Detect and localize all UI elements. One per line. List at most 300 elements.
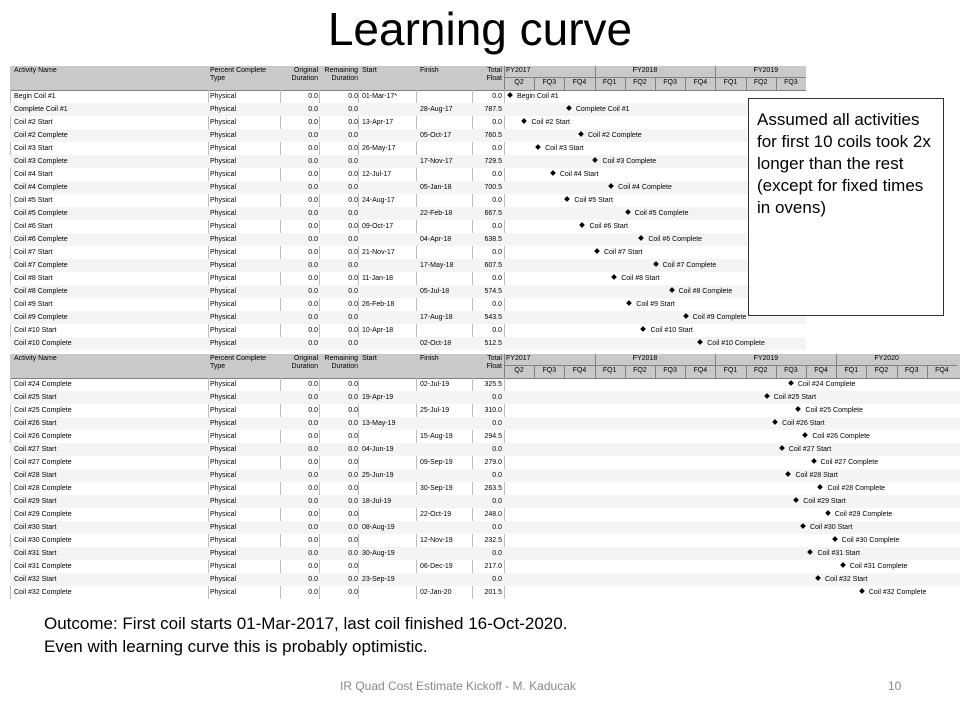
milestone-diamond-icon: [764, 393, 770, 399]
milestone: [522, 116, 570, 129]
table-row: [10, 391, 960, 404]
cell-name: Coil #4 Complete: [14, 184, 68, 191]
milestone-diamond-icon: [608, 183, 614, 189]
cell-name: Coil #31 Start: [14, 550, 57, 557]
cell-finish: 30-Sep-19: [420, 485, 453, 492]
cell-finish: 05-Oct-17: [420, 132, 452, 139]
cell-finish: 17-Nov-17: [420, 158, 453, 165]
cell-rem: 0.0: [348, 145, 358, 152]
cell-rem: 0.0: [348, 288, 358, 295]
cell-type: Physical: [210, 249, 237, 256]
fiscal-year-separator: [504, 66, 505, 78]
cell-name: Coil #10 Start: [14, 327, 57, 334]
cell-start: 21-Nov-17: [362, 249, 395, 256]
cell-rem: 0.0: [348, 485, 358, 492]
cell-float: 201.5: [484, 589, 502, 596]
cell-name: Coil #6 Start: [14, 223, 53, 230]
cell-start: 18-Jul-19: [362, 498, 392, 505]
cell-float: 0.0: [492, 446, 502, 453]
cell-name: Coil #27 Start: [14, 446, 57, 453]
milestone-diamond-icon: [522, 118, 528, 124]
milestone: [567, 103, 630, 116]
fiscal-year-label: FY2018: [632, 67, 658, 74]
cell-float: 217.0: [484, 563, 502, 570]
quarter-label: FQ4: [693, 79, 708, 86]
milestone-diamond-icon: [535, 144, 541, 150]
cell-float: 607.5: [484, 262, 502, 269]
cell-float: 700.5: [484, 184, 502, 191]
cell-start: 23-Sep-19: [362, 576, 395, 583]
milestone-diamond-icon: [697, 339, 703, 345]
quarter-separator: [927, 366, 928, 378]
cell-rem: 0.0: [348, 340, 358, 347]
cell-float: 310.0: [484, 407, 502, 414]
cell-orig: 0.0: [308, 93, 318, 100]
cell-type: Physical: [210, 158, 237, 165]
quarter-label: Q2: [514, 79, 524, 86]
milestone-diamond-icon: [594, 248, 600, 254]
milestone: [765, 391, 816, 404]
cell-type: Physical: [210, 420, 237, 427]
cell-name: Coil #26 Start: [14, 420, 57, 427]
table-row: [10, 482, 960, 495]
quarter-label: FQ3: [904, 367, 919, 374]
milestone-label: Coil #3 Start: [545, 145, 584, 152]
table-row: [10, 573, 960, 586]
milestone: [627, 298, 675, 311]
page-number: 10: [888, 679, 902, 693]
cell-float: 0.0: [492, 119, 502, 126]
cell-rem: 0.0: [348, 327, 358, 334]
cell-type: Physical: [210, 485, 237, 492]
cell-name: Coil #28 Start: [14, 472, 57, 479]
cell-orig: 0.0: [308, 394, 318, 401]
milestone: [808, 547, 859, 560]
cell-orig: 0.0: [308, 563, 318, 570]
cell-type: Physical: [210, 301, 237, 308]
cell-float: 574.5: [484, 288, 502, 295]
milestone-diamond-icon: [815, 575, 821, 581]
quarter-separator: [534, 78, 535, 90]
cell-type: Physical: [210, 171, 237, 178]
milestone: [641, 324, 692, 337]
cell-type: Physical: [210, 576, 237, 583]
cell-type: Physical: [210, 119, 237, 126]
cell-type: Physical: [210, 589, 237, 596]
milestone-diamond-icon: [641, 326, 647, 332]
milestone: [684, 311, 747, 324]
cell-rem: 0.0: [348, 301, 358, 308]
cell-name: Coil #4 Start: [14, 171, 53, 178]
cell-float: 512.5: [484, 340, 502, 347]
milestone-diamond-icon: [580, 222, 586, 228]
table-row: [10, 337, 806, 350]
cell-type: Physical: [210, 498, 237, 505]
milestone: [698, 337, 765, 350]
cell-start: 01-Mar-17*: [362, 93, 398, 100]
quarter-separator: [504, 366, 505, 378]
cell-orig: 0.0: [308, 446, 318, 453]
cell-orig: 0.0: [308, 210, 318, 217]
milestone-label: Coil #9 Complete: [692, 314, 747, 321]
milestone: [579, 129, 642, 142]
cell-float: 0.0: [492, 550, 502, 557]
milestone-label: Coil #26 Complete: [812, 433, 870, 440]
milestone-label: Coil #29 Complete: [834, 511, 893, 518]
milestone: [612, 272, 660, 285]
cell-type: Physical: [210, 288, 237, 295]
cell-finish: 06-Dec-19: [420, 563, 453, 570]
table-row: [10, 116, 806, 129]
cell-name: Coil #5 Complete: [14, 210, 68, 217]
milestone-diamond-icon: [808, 549, 814, 555]
quarter-label: Q2: [514, 367, 524, 374]
table-row: [10, 560, 960, 573]
cell-rem: 0.0: [348, 249, 358, 256]
header-start: Start: [362, 355, 377, 362]
table-row: [10, 155, 806, 168]
table-row: [10, 521, 960, 534]
milestone: [818, 482, 885, 495]
cell-start: 13-May-19: [362, 420, 396, 427]
header-finish: Finish: [420, 355, 439, 362]
cell-name: Coil #32 Complete: [14, 589, 72, 596]
table-row: [10, 259, 806, 272]
quarter-label: FQ1: [723, 367, 738, 374]
cell-float: 0.0: [492, 327, 502, 334]
cell-orig: 0.0: [308, 106, 318, 113]
milestone-diamond-icon: [800, 523, 806, 529]
header-rem: Remaining Duration: [324, 355, 358, 370]
table-row: [10, 233, 806, 246]
cell-name: Coil #7 Start: [14, 249, 53, 256]
cell-type: Physical: [210, 394, 237, 401]
cell-rem: 0.0: [348, 446, 358, 453]
milestone-label: Coil #2 Complete: [587, 132, 642, 139]
cell-rem: 0.0: [348, 210, 358, 217]
table-row: [10, 417, 960, 430]
quarter-separator: [746, 366, 747, 378]
quarter-label: FQ3: [784, 367, 798, 374]
cell-rem: 0.0: [348, 381, 358, 388]
cell-rem: 0.0: [348, 433, 358, 440]
milestone: [536, 142, 584, 155]
cell-start: 11-Jan-18: [362, 275, 394, 282]
cell-orig: 0.0: [308, 327, 318, 334]
milestone: [773, 417, 824, 430]
quarter-separator: [897, 366, 898, 378]
table-row: [10, 404, 960, 417]
cell-orig: 0.0: [308, 498, 318, 505]
cell-type: Physical: [210, 197, 237, 204]
milestone-label: Coil #30 Complete: [841, 537, 900, 544]
cell-name: Coil #27 Complete: [14, 459, 72, 466]
cell-rem: 0.0: [348, 106, 358, 113]
quarter-label: FQ2: [633, 79, 647, 86]
milestone-label: Coil #31 Start: [817, 550, 860, 557]
milestone: [801, 521, 852, 534]
cell-rem: 0.0: [348, 158, 358, 165]
cell-type: Physical: [210, 262, 237, 269]
fiscal-year-separator: [595, 66, 596, 78]
cell-type: Physical: [210, 327, 237, 334]
milestone-label: Coil #8 Complete: [678, 288, 733, 295]
milestone-label: Coil #32 Start: [825, 576, 868, 583]
cell-name: Coil #25 Complete: [14, 407, 72, 414]
cell-float: 0.0: [492, 223, 502, 230]
cell-finish: 28-Aug-17: [420, 106, 453, 113]
cell-type: Physical: [210, 446, 237, 453]
cell-start: 26-May-17: [362, 145, 396, 152]
cell-name: Coil #8 Start: [14, 275, 53, 282]
cell-float: 248.0: [484, 511, 502, 518]
timescale-divider: [504, 365, 957, 366]
table-row: [10, 181, 806, 194]
milestone-label: Coil #27 Start: [788, 446, 832, 453]
milestone-diamond-icon: [803, 432, 809, 438]
quarter-separator: [776, 78, 777, 90]
cell-start: 10-Apr-18: [362, 327, 394, 334]
fiscal-year-label: FY2019: [753, 67, 779, 74]
cell-float: 0.0: [492, 420, 502, 427]
cell-start: 08-Aug-19: [362, 524, 395, 531]
milestone: [593, 155, 656, 168]
milestone-diamond-icon: [566, 105, 572, 111]
cell-type: Physical: [210, 275, 237, 282]
milestone-label: Coil #28 Start: [795, 472, 838, 479]
cell-start: 12-Jul-17: [362, 171, 392, 178]
cell-orig: 0.0: [308, 340, 318, 347]
milestone-label: Coil #28 Complete: [827, 485, 886, 492]
cell-orig: 0.0: [308, 171, 318, 178]
cell-rem: 0.0: [348, 262, 358, 269]
cell-type: Physical: [210, 511, 237, 518]
fiscal-year-separator: [504, 354, 505, 366]
table-row: [10, 456, 960, 469]
cell-name: Coil #3 Start: [14, 145, 53, 152]
cell-name: Coil #28 Complete: [14, 485, 72, 492]
cell-float: 760.5: [484, 132, 502, 139]
cell-float: 667.5: [484, 210, 502, 217]
milestone-label: Coil #31 Complete: [849, 563, 908, 570]
milestone-diamond-icon: [772, 419, 778, 425]
milestone-diamond-icon: [683, 313, 689, 319]
milestone-label: Coil #5 Start: [574, 197, 613, 204]
cell-float: 729.5: [484, 158, 502, 165]
fiscal-year-separator: [595, 354, 596, 366]
cell-type: Physical: [210, 132, 237, 139]
cell-orig: 0.0: [308, 433, 318, 440]
quarter-separator: [655, 366, 656, 378]
cell-finish: 09-Sep-19: [420, 459, 453, 466]
table-row: [10, 246, 806, 259]
milestone-label: Coil #9 Start: [636, 301, 675, 308]
quarter-separator: [685, 366, 686, 378]
cell-start: 13-Apr-17: [362, 119, 394, 126]
cell-name: Coil #30 Start: [14, 524, 57, 531]
fiscal-year-label: FY2017: [506, 67, 531, 74]
table-row: [10, 430, 960, 443]
cell-finish: 22-Oct-19: [420, 511, 452, 518]
table-row: [10, 378, 960, 391]
quarter-label: FQ4: [935, 367, 949, 374]
assumption-note: Assumed all activities for first 10 coils took 2x longer than the rest (except for fixed times in ovens): [748, 98, 944, 316]
quarter-label: FQ3: [663, 79, 677, 86]
milestone-label: Coil #10 Start: [650, 327, 693, 334]
table-row: [10, 220, 806, 233]
milestone: [551, 168, 599, 181]
quarter-separator: [534, 366, 535, 378]
cell-orig: 0.0: [308, 288, 318, 295]
cell-float: 0.0: [492, 197, 502, 204]
cell-rem: 0.0: [348, 275, 358, 282]
cell-orig: 0.0: [308, 314, 318, 321]
outcome-text: [44, 612, 924, 658]
header-start: Start: [362, 67, 377, 74]
cell-rem: 0.0: [348, 537, 358, 544]
cell-float: 0.0: [492, 498, 502, 505]
fiscal-year-label: FY2020: [874, 355, 899, 362]
header-type: Percent Complete Type: [210, 355, 267, 370]
milestone-label: Coil #3 Complete: [602, 158, 657, 165]
cell-start: 19-Apr-19: [362, 394, 394, 401]
cell-float: 0.0: [492, 249, 502, 256]
cell-orig: 0.0: [308, 158, 318, 165]
cell-rem: 0.0: [348, 459, 358, 466]
cell-type: Physical: [210, 407, 237, 414]
milestone-diamond-icon: [818, 484, 824, 490]
milestone: [654, 259, 717, 272]
milestone-label: Coil #29 Start: [803, 498, 846, 505]
milestone: [803, 430, 870, 443]
milestone: [816, 573, 867, 586]
quarter-separator: [715, 366, 716, 378]
quarter-label: FQ3: [663, 367, 677, 374]
table-row: [10, 207, 806, 220]
cell-rem: 0.0: [348, 93, 358, 100]
milestone-label: Coil #10 Complete: [707, 340, 765, 347]
cell-start: 04-Jun-19: [362, 446, 394, 453]
cell-orig: 0.0: [308, 275, 318, 282]
table-header: [10, 66, 806, 91]
slide-footer: IR Quad Cost Estimate Kickoff - M. Kaducak: [340, 679, 576, 693]
cell-rem: 0.0: [348, 394, 358, 401]
cell-float: 0.0: [492, 524, 502, 531]
milestone-label: Coil #30 Start: [809, 524, 853, 531]
quarter-separator: [746, 78, 747, 90]
quarter-label: FQ1: [723, 79, 738, 86]
table-row: [10, 142, 806, 155]
header-orig: Original Duration: [291, 67, 318, 82]
milestone-diamond-icon: [832, 536, 838, 542]
cell-float: 294.5: [484, 433, 502, 440]
cell-orig: 0.0: [308, 132, 318, 139]
header-float: Total Float: [486, 355, 502, 370]
quarter-separator: [595, 78, 596, 90]
cell-float: 0.0: [492, 275, 502, 282]
table-row: [10, 90, 806, 103]
cell-finish: 05-Jan-18: [420, 184, 452, 191]
table-row: [10, 443, 960, 456]
quarter-label: FQ1: [844, 367, 859, 374]
quarter-label: FQ2: [633, 367, 647, 374]
cell-finish: 25-Jul-19: [420, 407, 450, 414]
cell-finish: 04-Apr-18: [420, 236, 452, 243]
cell-rem: 0.0: [348, 223, 358, 230]
milestone: [833, 534, 900, 547]
quarter-separator: [806, 366, 807, 378]
cell-type: Physical: [210, 524, 237, 531]
cell-name: Coil #2 Start: [14, 119, 53, 126]
cell-name: Coil #8 Complete: [14, 288, 68, 295]
cell-type: Physical: [210, 184, 237, 191]
cell-orig: 0.0: [308, 262, 318, 269]
quarter-separator: [836, 366, 837, 378]
milestone-diamond-icon: [779, 445, 785, 451]
cell-orig: 0.0: [308, 184, 318, 191]
cell-type: Physical: [210, 550, 237, 557]
quarter-separator: [776, 366, 777, 378]
cell-type: Physical: [210, 145, 237, 152]
table-row: [10, 272, 806, 285]
milestone: [789, 378, 856, 391]
quarter-label: FQ2: [753, 367, 768, 374]
cell-rem: 0.0: [348, 563, 358, 570]
table-row: [10, 285, 806, 298]
milestone: [609, 181, 672, 194]
cell-type: Physical: [210, 210, 237, 217]
cell-name: Coil #7 Complete: [14, 262, 68, 269]
quarter-label: FQ3: [542, 79, 557, 86]
cell-type: Physical: [210, 106, 237, 113]
fiscal-year-label: FY2017: [506, 355, 531, 362]
cell-name: Coil #9 Start: [14, 301, 53, 308]
milestone: [626, 207, 689, 220]
cell-rem: 0.0: [348, 314, 358, 321]
milestone-diamond-icon: [550, 170, 556, 176]
cell-rem: 0.0: [348, 576, 358, 583]
cell-finish: 02-Jan-20: [420, 589, 452, 596]
table-row: [10, 103, 806, 116]
cell-float: 0.0: [492, 472, 502, 479]
quarter-separator: [564, 78, 565, 90]
milestone-diamond-icon: [786, 471, 792, 477]
cell-type: Physical: [210, 314, 237, 321]
fiscal-year-separator: [715, 354, 716, 366]
cell-rem: 0.0: [348, 589, 358, 596]
cell-float: 0.0: [492, 576, 502, 583]
milestone-label: Coil #4 Complete: [618, 184, 672, 191]
cell-finish: 02-Oct-18: [420, 340, 452, 347]
fiscal-year-separator: [715, 66, 716, 78]
cell-float: 263.5: [484, 485, 502, 492]
fiscal-year-label: FY2018: [632, 355, 658, 362]
cell-type: Physical: [210, 340, 237, 347]
milestone: [812, 456, 879, 469]
header-orig: Original Duration: [291, 355, 318, 370]
milestone-label: Coil #7 Complete: [662, 262, 717, 269]
quarter-label: FQ2: [874, 367, 889, 374]
cell-orig: 0.0: [308, 537, 318, 544]
cell-type: Physical: [210, 93, 237, 100]
cell-float: 0.0: [492, 171, 502, 178]
milestone-label: Coil #4 Start: [559, 171, 599, 178]
milestone-diamond-icon: [653, 261, 659, 267]
cell-orig: 0.0: [308, 485, 318, 492]
milestone-diamond-icon: [625, 209, 631, 215]
cell-orig: 0.0: [308, 511, 318, 518]
cell-rem: 0.0: [348, 472, 358, 479]
